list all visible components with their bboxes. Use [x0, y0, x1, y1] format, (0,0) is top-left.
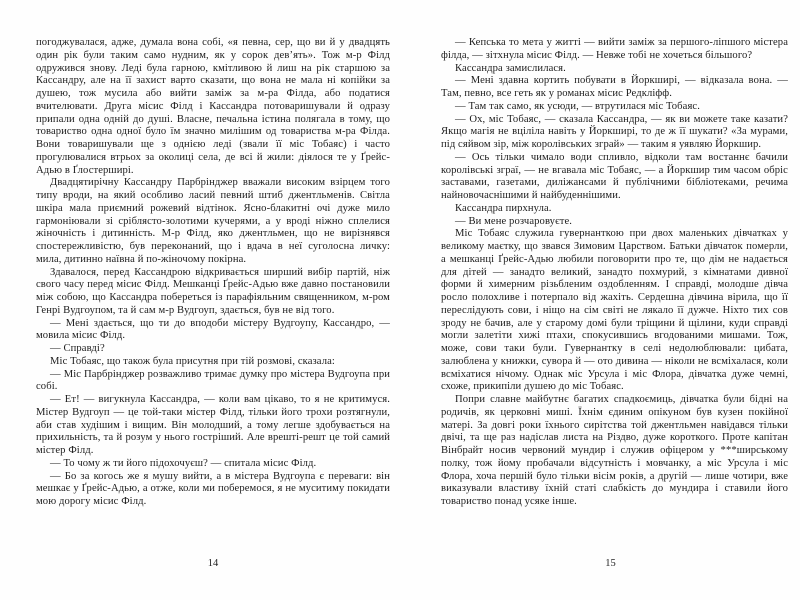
page-right-text [441, 37, 788, 509]
paragraph: Кассандра пирхнула. [455, 202, 552, 214]
paragraph: — Кепська то мета у житті — вийти заміж за першого-ліпшого містера філда, — зітхнула місис Філд. — Невже тобі не хочеться більшого? [441, 37, 788, 61]
paragraph: — Мені здається, що ти до вподоби містеру Вудгоупу, Кассандро, — мовила місис Філд. [36, 317, 390, 342]
paragraph: — Ет! — вигукнула Кассандра, — коли вам цікаво, то я не критимуся. Містер Вудгоуп — це той-таки містер Філд, тільки його трохи розтягнули, аби став худішим і вищим. Він молодший, а тому легше здобувається на прихильність, та й розум у нього гостріший. Але врешті-решт це той самий містер Філд. [36, 394, 390, 456]
paragraph: — Ось тільки чимало води спливло, відколи там востаннє бачили королівські зграї, — не вгавала міс Тобаяс, — а Йоркшир тим часом обріс заставами, газетами, диліжансами й публічними бібліотеками, речима найновочаснішими й найбуденнішими. [441, 151, 788, 201]
paragraph: Двадцятирічну Кассандру Парбрінджер вважали високим взірцем того типу вроди, на який особливо ласий певний штиб джентльменів. Світла шкіра мала приємний рожевий відтінок. Ясно-блакитні очі дуже мило гармоніювали зі сріблясто-золотими кучерями, а у вроді ніжно сплелися жіночність і дитинність. М-р Філд, яко джентльмен, що не вирізнявся спостережливістю, був переконаний, що і вдача в неї суголосна личку: мила, дитинно наївна й по-жіночому покірна. [36, 177, 390, 265]
paragraph: погоджувалася, адже, думала вона собі, «я певна, сер, що ви й у двадцять один рік були таким само нудним, як у сорок дев’ять». Тож м-р Філд одружився знову. Леді була гарною, кмітливою й лиш на рік старшою за Кассандру, але на її захист варто сказати, що вона не мала ні копійки за душею, тож мусила або вийти заміж за м-ра Філда, або податися вчителювати. Друга місис Філд і Кассандра потоваришували й одразу припали одна одній до душі. Власне, печальна істина полягала в тому, що товариство одна одної було їм значно милішим од товариства м-ра Філда. Вони товаришували ще з однією леді (звали її міс Тобаяс) і часто прогулювалися втрьох за околиці села, де всі й жили: діялося те у Ґрейс-Адью в Ґлостерширі. [36, 37, 390, 176]
paragraph: — Міс Парбрінджер розважливо тримає думку про містера Вудгоупа при собі. [36, 368, 390, 393]
paragraph: Міс Тобаяс, що також була присутня при тій розмові, сказала: [50, 355, 335, 367]
paragraph: — Ох, міс Тобаяс, — сказала Кассандра, — як ви можете таке казати? Якщо магія не вціліла навіть у Йоркширі, то де ж її шукати? «За мурами, під сяйвом зір, між королівських зграй» — таким я уявляю Йоркшир. [441, 113, 788, 150]
paragraph: — Ви мене розчаровуєте. [455, 215, 573, 227]
paragraph: — Бо за когось же я мушу вийти, а в містера Вудгоупа є переваги: він мешкає у Ґрейс-Адью, а отже, коли ми поберемося, я не муситиму покидати мою дорогу місис Філд. [36, 470, 390, 507]
paragraph: Кассандра замислилася. [455, 62, 566, 74]
paragraph: — Справді? [50, 343, 105, 354]
paragraph: — Там так само, як усюди, — втрутилася міс Тобаяс. [455, 100, 700, 112]
paragraph: Здавалося, перед Кассандрою відкривається ширший вибір партій, ніж свого часу перед місис Філд. Мешканці Ґрейс-Адью вже давно постановили між собою, що Кассандра побереться із парафіяльним священником, м-ром Генрі Вудгоупом, та й сам м-р Вудгоуп, здається, був не від того. [36, 266, 390, 316]
paragraph: Попри славне майбутнє багатих спадкоємиць, дівчатка були бідні на родичів, як церковні миші. Їхнім єдиним опікуном був кузен покійної матері. За довгі роки їхнього сирітства той джентльмен навідався тільки двічі, та ще раз надіслав листа на Різдво, дуже короткого. Проте капітан Вінбрайт носив червоний мундир і служив офіцером у ***ширському полку, тож йому пробачали відсутність і мовчанку, а міс Урсула і міс Флора, хоча першій було тільки вісім років, а другій — лише чотири, вже виказували властиву їхній статі слабкість до мундира і ставили його товариство понад усяке інше. [441, 394, 788, 507]
page-left-text [36, 37, 390, 509]
paragraph: Міс Тобаяс служила гувернанткою при двох маленьких дівчатках у великому маєтку, що звався Зимовим Царством. Батьки дівчаток померли, а мешканці Ґрейс-Адью любили поговорити про те, що дім не надається для дітей — занадто великий, занадто похмурий, з кімнатами дивної форми й химерним різьбленим оздобленням. І справді, молодше дівча росло полохливе і потерпало від жахіть. Сердешна дівчина вірила, що її переслідують сови, і ніщо на сім світі не лякало її дужче. Ніхто тих сов зроду не бачив, але у старому домі були тріщини й щілини, куди справді могли залетіти хижі птахи, спокусившись вгодованими мишами. Тож, може, сови таки були. Гувернантку в селі недолюблювали: цибата, залюблена у книжки, сувора й — ото дивина — ніколи не всміхалася, коли всміхатися нічому. Однак міс Урсула і міс Флора, дівчатка дуже чемні, схоже, прикипіли душею до міс Тобаяс. [441, 228, 788, 393]
page-number-right: 15 [605, 558, 616, 569]
paragraph: — Мені здавна кортить побувати в Йоркширі, — відказала вона. — Там, певно, все геть як у романах місис Редкліфф. [441, 75, 788, 99]
paragraph: — То чому ж ти його підохочуєш? — спитала місис Філд. [50, 457, 317, 469]
page-number-left: 14 [207, 558, 219, 569]
